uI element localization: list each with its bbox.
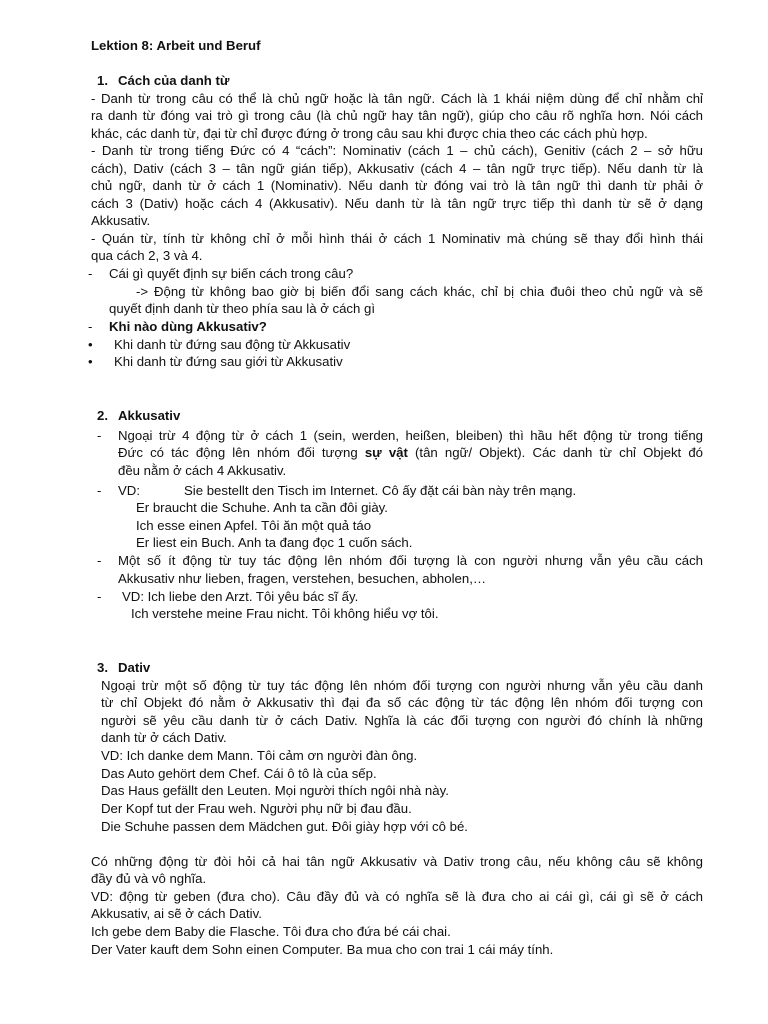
paragraph-line: Akkusativ. [91, 213, 151, 228]
example-line: VD: Ich danke dem Mann. Tôi cảm ơn người đàn ông. [101, 748, 418, 763]
paragraph-line [118, 444, 703, 461]
example-line: VD: Ich liebe den Arzt. Tôi yêu bác sĩ ấy. [122, 589, 359, 604]
section-3-number: 3. [97, 660, 108, 675]
question-line: Cái gì quyết định sự biến cách trong câu? [109, 266, 354, 281]
dash-marker: - [88, 319, 93, 334]
dash-marker: - [97, 483, 102, 498]
paragraph-line: Der Vater kauft dem Sohn einen Computer. Ba mua cho con trai 1 cái máy tính. [91, 942, 554, 957]
dash-marker: - [97, 553, 102, 568]
lesson-title: Lektion 8: Arbeit und Beruf [91, 38, 261, 53]
text-run: (tân ngữ/ Objekt). Các danh từ chỉ Objekt đó [407, 445, 704, 460]
paragraph-line: cách), Dativ (cách 3 – tân ngữ gián tiếp), Akkusativ (cách 4 – tân ngữ trực tiếp). Nếu danh từ là [91, 161, 703, 176]
paragraph-line: Ngoại trừ một số động từ tuy tác động lên nhóm đối tượng con người nhưng vẫn yêu cầu danh [101, 678, 703, 693]
paragraph-line: qua cách 2, 3 và 4. [91, 248, 203, 263]
paragraph-line: VD: động từ geben (đưa cho). Câu đầy đủ và có nghĩa sẽ là đưa cho ai cái gì, cái gì sẽ ở cách [91, 889, 703, 904]
paragraph-line: đều nằm ở cách 4 Akkusativ. [118, 463, 287, 478]
example-line: Der Kopf tut der Frau weh. Người phụ nữ bị đau đầu. [101, 801, 412, 816]
dash-marker: - [97, 428, 102, 443]
bullet-marker: • [88, 354, 93, 369]
paragraph-line: Một số ít động từ tuy tác động lên nhóm đối tượng là con người nhưng vẫn yêu cầu cách [118, 553, 703, 568]
paragraph-line: đầy đủ và vô nghĩa. [91, 871, 207, 886]
emphasis-text: sự vật [364, 445, 408, 460]
paragraph-line: từ chỉ Objekt đó nằm ở Akkusativ thì đại đa số các động từ tác động lên nhóm đối tượng con [101, 695, 703, 710]
section-2-heading: Akkusativ [118, 408, 181, 423]
paragraph-line: - Danh từ trong tiếng Đức có 4 “cách”: Nominativ (cách 1 – chủ cách), Genitiv (cách 2 – sở hữu [91, 143, 703, 158]
example-line: Er liest ein Buch. Anh ta đang đọc 1 cuốn sách. [136, 535, 413, 550]
paragraph-line: Có những động từ đòi hỏi cả hai tân ngữ Akkusativ và Dativ trong câu, nếu không câu sẽ không [91, 854, 703, 869]
question-line: Khi nào dùng Akkusativ? [109, 319, 267, 334]
example-line: Ich verstehe meine Frau nicht. Tôi không hiểu vợ tôi. [131, 606, 439, 621]
example-line: Ich esse einen Apfel. Tôi ăn một quả táo [136, 518, 372, 533]
paragraph-line: danh từ ở cách Dativ. [101, 730, 227, 745]
section-1-number: 1. [97, 73, 108, 88]
example-label: VD: [118, 483, 140, 498]
section-1-heading: Cách của danh từ [118, 73, 230, 88]
dash-marker: - [97, 589, 102, 604]
bullet-marker: • [88, 337, 93, 352]
section-2-number: 2. [97, 408, 108, 423]
paragraph-line: Akkusativ như lieben, fragen, verstehen, besuchen, abholen,… [118, 571, 487, 586]
bullet-item: Khi danh từ đứng sau động từ Akkusativ [114, 337, 351, 352]
paragraph-line: cách 3 (Dativ) hoặc cách 4 (Akkusativ). Nếu danh từ là tân ngữ trực tiếp thì danh từ sẽ ở dạng [91, 196, 703, 211]
example-line: Das Auto gehört dem Chef. Cái ô tô là của sếp. [101, 766, 377, 781]
paragraph-line: Ngoại trừ 4 động từ ở cách 1 (sein, werden, heißen, bleiben) thì hầu hết động từ trong tiếng [118, 428, 703, 443]
example-line: Sie bestellt den Tisch im Internet. Cô ấy đặt cái bàn này trên mạng. [184, 483, 577, 498]
paragraph-line: chủ ngữ, danh từ ở cách 1 (Nominativ). Nếu danh từ đóng vai trò là tân ngữ thì danh từ phải ở [91, 178, 703, 193]
example-line: Das Haus gefällt den Leuten. Mọi người thích ngôi nhà này. [101, 783, 449, 798]
bullet-item: Khi danh từ đứng sau giới từ Akkusativ [114, 354, 343, 369]
paragraph-line: người sẽ yêu cầu danh từ ở cách Dativ. Nghĩa là các đối tượng con người đó chính là những [101, 713, 703, 728]
example-line: Er braucht die Schuhe. Anh ta cần đôi giày. [136, 500, 388, 515]
answer-line: quyết định danh từ theo phía sau là ở cách gì [109, 301, 376, 316]
paragraph-line: Ich gebe dem Baby die Flasche. Tôi đưa cho đứa bé cái chai. [91, 924, 451, 939]
paragraph-line: - Quán từ, tính từ không chỉ ở mỗi hình thái ở cách 1 Nominativ mà chúng sẽ thay đổi hình thái [91, 231, 703, 246]
paragraph-line: Akkusativ, ai sẽ ở cách Dativ. [91, 906, 262, 921]
answer-line: -> Động từ không bao giờ bị biến đổi sang cách khác, chỉ bị chia đuôi theo chủ ngữ và sẽ [136, 284, 703, 299]
example-line: Die Schuhe passen dem Mädchen gut. Đôi giày hợp với cô bé. [101, 819, 468, 834]
dash-marker: - [88, 266, 93, 281]
paragraph-line: khác, các danh từ, đại từ chỉ được đứng ở trong câu sau khi được chia theo các cách phù hợp. [91, 126, 648, 141]
paragraph-line: - Danh từ trong câu có thể là chủ ngữ hoặc là tân ngữ. Cách là 1 khái niệm dùng để chỉ nhằm chỉ [91, 91, 703, 106]
paragraph-line: ra danh từ đóng vai trò gì trong câu (là chủ ngữ hay tân ngữ), giúp cho câu rõ nghĩa hơn. Nói cách [91, 108, 703, 123]
text-run: Đức có tác động lên nhóm đối tượng [118, 445, 365, 460]
section-3-heading: Dativ [118, 660, 151, 675]
